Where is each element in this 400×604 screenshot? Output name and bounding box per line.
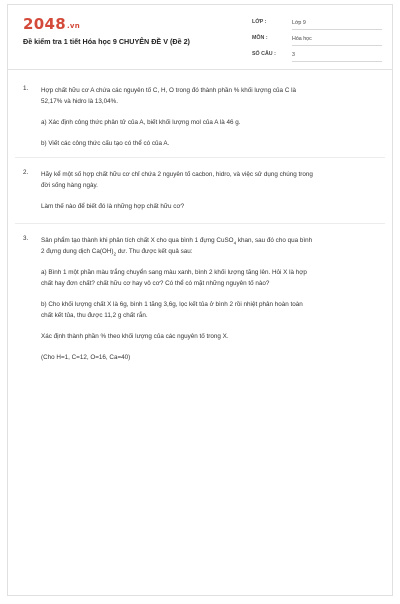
question-divider: [15, 223, 385, 224]
exam-page: [7, 4, 393, 596]
question-text-line: Hãy kể một số hợp chất hữu cơ chỉ chứa 2 nguyên tố cacbon, hidro, và việc sử dụng chúng trong: [41, 171, 313, 178]
class-row: [252, 16, 382, 30]
site-logo[interactable]: [23, 15, 80, 33]
question-part-a: a) Xác định công thức phân tử của A, biết khối lượng mol của A là 46 g.: [41, 119, 241, 126]
text-segment: dư. Thu được kết quả sau:: [116, 248, 193, 255]
question-part-b: b) Viết các công thức cấu tạo có thể có của A.: [41, 140, 170, 147]
question-part-b: chất kết tủa, thu được 11,2 g chất rắn.: [41, 312, 148, 319]
text-segment: khan, sau đó cho qua bình: [236, 237, 313, 244]
question-count-row: [252, 48, 382, 62]
exam-title: Đề kiểm tra 1 tiết Hóa học 9 CHUYÊN ĐỀ V (Đề 2): [23, 37, 190, 46]
subject-row: [252, 32, 382, 46]
atomic-mass-note: (Cho H=1, C=12, O=16, Ca=40): [41, 354, 131, 361]
question-text-line: Hợp chất hữu cơ A chứa các nguyên tố C, H, O trong đó thành phần % khối lượng của C là: [41, 87, 297, 94]
question-part-b: b) Cho khối lượng chất X là 6g, bình 1 tăng 3,6g, lọc kết tủa ở bình 2 rồi nhiệt phân hoàn toàn: [41, 301, 303, 308]
question-number: 1.: [23, 85, 29, 92]
logo-text: 2048: [23, 15, 66, 33]
question-number: 3.: [23, 235, 29, 242]
exam-header: [8, 5, 392, 70]
question-instruction: Xác định thành phần % theo khối lượng của các nguyên tố trong X.: [41, 333, 229, 340]
class-value: Lớp 9: [292, 16, 382, 30]
question-part-a: chất hay đơn chất? chất hữu cơ hay vô cơ? Có thể có mặt những nguyên tố nào?: [41, 280, 270, 287]
question-count-label: SỐ CÂU :: [252, 51, 276, 57]
class-label: LỚP :: [252, 19, 267, 25]
text-segment: Sản phẩm tạo thành khi phân tích chất X cho qua bình 1 đựng CuSO: [41, 237, 234, 244]
subject-value: Hóa học: [292, 32, 382, 46]
question-followup: Làm thế nào để biết đó là những hợp chất hữu cơ?: [41, 203, 185, 210]
logo-suffix: .vn: [66, 22, 81, 30]
question-text-line: 52,17% và hidro là 13,04%.: [41, 98, 119, 105]
question-text-line: [41, 246, 378, 259]
question-count-value: 3: [292, 48, 382, 62]
question-text-line: đời sống hàng ngày.: [41, 182, 98, 189]
text-segment: 2 đựng dung dịch Ca(OH): [41, 248, 114, 255]
subscript: 2: [113, 251, 117, 257]
question-part-a: a) Bình 1 một phần màu trắng chuyển sang màu xanh, bình 2 khối lượng tăng lên. Hỏi X là hợp: [41, 269, 307, 276]
subscript: 4: [233, 240, 237, 246]
question-number: 2.: [23, 169, 29, 176]
question-divider: [15, 157, 385, 158]
subject-label: MÔN :: [252, 35, 268, 41]
